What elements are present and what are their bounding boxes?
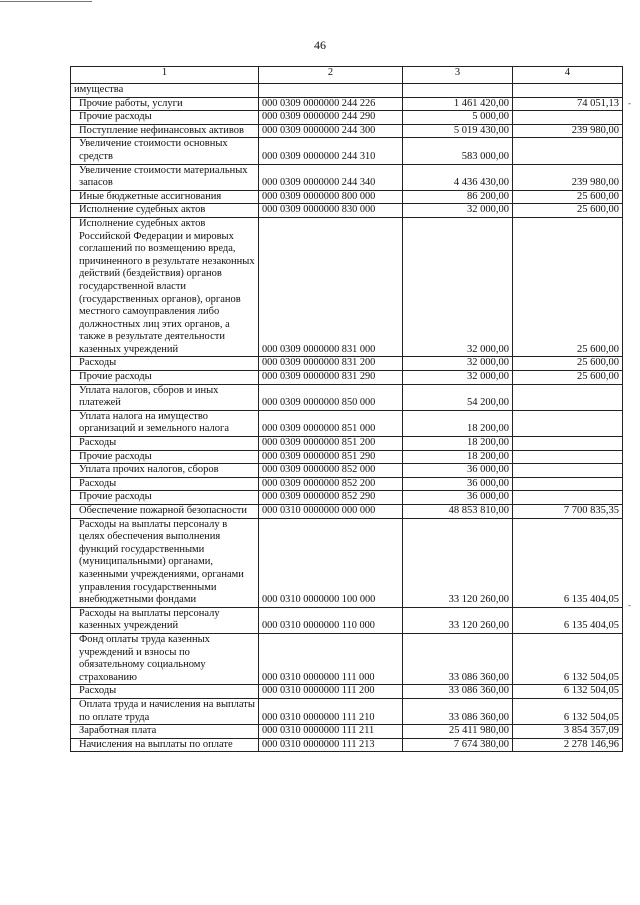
row-code-cell: 000 0309 0000000 852 290	[259, 491, 403, 505]
row-name-cell: Уплата прочих налогов, сборов	[71, 464, 259, 478]
row-plan-value-cell: 18 200,00	[403, 437, 513, 451]
row-executed-value-cell	[513, 410, 623, 436]
table-row	[71, 138, 623, 164]
row-code-cell	[259, 84, 403, 98]
row-executed-value-cell: 6 135 404,05	[513, 518, 623, 607]
row-code-cell: 000 0309 0000000 852 000	[259, 464, 403, 478]
row-plan-value-cell: 33 086 360,00	[403, 685, 513, 699]
row-executed-value-cell	[513, 84, 623, 98]
row-executed-value-cell: 6 135 404,05	[513, 607, 623, 633]
row-code-cell: 000 0309 0000000 244 300	[259, 124, 403, 138]
table-row	[71, 685, 623, 699]
row-executed-value-cell: 3 854 357,09	[513, 725, 623, 739]
row-code-cell: 000 0309 0000000 244 340	[259, 164, 403, 190]
table-row	[71, 371, 623, 385]
row-plan-value-cell: 5 019 430,00	[403, 124, 513, 138]
row-plan-value-cell: 32 000,00	[403, 204, 513, 218]
row-code-cell: 000 0309 0000000 244 290	[259, 111, 403, 125]
table-row	[71, 738, 623, 752]
row-executed-value-cell: 25 600,00	[513, 217, 623, 357]
row-executed-value-cell: 6 132 504,05	[513, 698, 623, 724]
row-executed-value-cell	[513, 477, 623, 491]
row-executed-value-cell	[513, 491, 623, 505]
table-row	[71, 204, 623, 218]
column-header: 3	[403, 67, 513, 84]
margin-mark: -	[628, 600, 631, 610]
row-executed-value-cell: 239 980,00	[513, 164, 623, 190]
row-executed-value-cell	[513, 138, 623, 164]
table-row	[71, 505, 623, 519]
table-row	[71, 477, 623, 491]
row-code-cell: 000 0309 0000000 851 000	[259, 410, 403, 436]
row-code-cell: 000 0309 0000000 831 290	[259, 371, 403, 385]
row-code-cell: 000 0309 0000000 851 290	[259, 450, 403, 464]
row-plan-value-cell: 1 461 420,00	[403, 97, 513, 111]
row-code-cell: 000 0309 0000000 244 226	[259, 97, 403, 111]
row-plan-value-cell: 5 000,00	[403, 111, 513, 125]
row-code-cell: 000 0309 0000000 800 000	[259, 190, 403, 204]
table-body	[71, 84, 623, 752]
row-executed-value-cell: 25 600,00	[513, 204, 623, 218]
row-name-cell: Увеличение стоимости материальных запасов	[71, 164, 259, 190]
row-name-cell: Прочие расходы	[71, 371, 259, 385]
row-plan-value-cell: 33 120 260,00	[403, 518, 513, 607]
row-name-cell: Расходы на выплаты персоналу в целях обеспечения выполнения функций государственными (муниципальными) органами, казенными учреждениями, органами управления государственными внебюджетными фондами	[71, 518, 259, 607]
row-code-cell: 000 0310 0000000 111 211	[259, 725, 403, 739]
table-row	[71, 518, 623, 607]
row-code-cell: 000 0309 0000000 830 000	[259, 204, 403, 218]
row-name-cell: Расходы на выплаты персоналу казенных учреждений	[71, 607, 259, 633]
row-code-cell: 000 0309 0000000 852 200	[259, 477, 403, 491]
row-code-cell: 000 0309 0000000 831 000	[259, 217, 403, 357]
table-row	[71, 164, 623, 190]
row-executed-value-cell	[513, 464, 623, 478]
row-name-cell: Расходы	[71, 685, 259, 699]
row-name-cell: Исполнение судебных актов Российской Федерации и мировых соглашений по возмещению вреда, причиненного в результате незаконных действий (бездействия) органов государственной власти (государственных органов), органов местного самоуправления либо должностных лиц этих органов, а также в результате деятельности казенных учреждений	[71, 217, 259, 357]
margin-mark: -	[628, 98, 631, 108]
row-name-cell: Обеспечение пожарной безопасности	[71, 505, 259, 519]
row-code-cell: 000 0310 0000000 111 000	[259, 633, 403, 684]
row-executed-value-cell: 239 980,00	[513, 124, 623, 138]
row-plan-value-cell: 48 853 810,00	[403, 505, 513, 519]
row-plan-value-cell: 7 674 380,00	[403, 738, 513, 752]
row-plan-value-cell: 18 200,00	[403, 450, 513, 464]
row-executed-value-cell: 25 600,00	[513, 357, 623, 371]
row-name-cell: Уплата налогов, сборов и иных платежей	[71, 384, 259, 410]
column-header: 1	[71, 67, 259, 84]
row-code-cell: 000 0310 0000000 111 213	[259, 738, 403, 752]
table-row	[71, 698, 623, 724]
row-executed-value-cell	[513, 450, 623, 464]
row-executed-value-cell: 7 700 835,35	[513, 505, 623, 519]
row-name-cell: Прочие работы, услуги	[71, 97, 259, 111]
row-plan-value-cell: 25 411 980,00	[403, 725, 513, 739]
row-executed-value-cell	[513, 384, 623, 410]
header-row	[71, 67, 623, 84]
table-row	[71, 410, 623, 436]
row-code-cell: 000 0309 0000000 851 200	[259, 437, 403, 451]
row-plan-value-cell: 18 200,00	[403, 410, 513, 436]
table-row	[71, 357, 623, 371]
row-name-cell: Исполнение судебных актов	[71, 204, 259, 218]
row-executed-value-cell: 6 132 504,05	[513, 633, 623, 684]
row-plan-value-cell: 54 200,00	[403, 384, 513, 410]
table-row	[71, 97, 623, 111]
row-executed-value-cell: 74 051,13	[513, 97, 623, 111]
row-plan-value-cell: 583 000,00	[403, 138, 513, 164]
table-row	[71, 725, 623, 739]
row-name-cell: Расходы	[71, 477, 259, 491]
page-number: 46	[314, 38, 326, 52]
row-executed-value-cell: 2 278 146,96	[513, 738, 623, 752]
table-row	[71, 190, 623, 204]
row-executed-value-cell: 25 600,00	[513, 190, 623, 204]
table-row	[71, 464, 623, 478]
table-row	[71, 111, 623, 125]
row-plan-value-cell: 32 000,00	[403, 371, 513, 385]
row-code-cell: 000 0310 0000000 100 000	[259, 518, 403, 607]
row-plan-value-cell: 4 436 430,00	[403, 164, 513, 190]
row-plan-value-cell: 33 086 360,00	[403, 698, 513, 724]
table-row	[71, 450, 623, 464]
row-plan-value-cell: 36 000,00	[403, 464, 513, 478]
row-plan-value-cell: 33 120 260,00	[403, 607, 513, 633]
row-name-cell: Расходы	[71, 357, 259, 371]
row-name-cell: имущества	[71, 84, 259, 98]
row-executed-value-cell: 6 132 504,05	[513, 685, 623, 699]
row-executed-value-cell: 25 600,00	[513, 371, 623, 385]
table-row	[71, 633, 623, 684]
row-plan-value-cell: 32 000,00	[403, 217, 513, 357]
table-row	[71, 217, 623, 357]
row-name-cell: Расходы	[71, 437, 259, 451]
row-name-cell: Прочие расходы	[71, 111, 259, 125]
row-name-cell: Прочие расходы	[71, 450, 259, 464]
row-name-cell: Фонд оплаты труда казенных учреждений и взносы по обязательному социальному страхованию	[71, 633, 259, 684]
row-name-cell: Поступление нефинансовых активов	[71, 124, 259, 138]
row-code-cell: 000 0310 0000000 111 210	[259, 698, 403, 724]
table-row	[71, 437, 623, 451]
row-code-cell: 000 0310 0000000 000 000	[259, 505, 403, 519]
row-plan-value-cell: 36 000,00	[403, 491, 513, 505]
row-plan-value-cell	[403, 84, 513, 98]
row-plan-value-cell: 32 000,00	[403, 357, 513, 371]
table-row	[71, 491, 623, 505]
budget-table	[70, 66, 623, 752]
column-header: 2	[259, 67, 403, 84]
table-row	[71, 124, 623, 138]
row-code-cell: 000 0309 0000000 244 310	[259, 138, 403, 164]
row-code-cell: 000 0310 0000000 111 200	[259, 685, 403, 699]
top-scan-line	[0, 1, 92, 2]
table-row	[71, 607, 623, 633]
row-plan-value-cell: 36 000,00	[403, 477, 513, 491]
column-header: 4	[513, 67, 623, 84]
row-code-cell: 000 0309 0000000 850 000	[259, 384, 403, 410]
row-plan-value-cell: 33 086 360,00	[403, 633, 513, 684]
row-name-cell: Оплата труда и начисления на выплаты по оплате труда	[71, 698, 259, 724]
row-executed-value-cell	[513, 111, 623, 125]
row-name-cell: Уплата налога на имущество организаций и земельного налога	[71, 410, 259, 436]
row-name-cell: Увеличение стоимости основных средств	[71, 138, 259, 164]
row-name-cell: Иные бюджетные ассигнования	[71, 190, 259, 204]
row-code-cell: 000 0309 0000000 831 200	[259, 357, 403, 371]
row-plan-value-cell: 86 200,00	[403, 190, 513, 204]
row-name-cell: Начисления на выплаты по оплате	[71, 738, 259, 752]
row-executed-value-cell	[513, 437, 623, 451]
row-name-cell: Заработная плата	[71, 725, 259, 739]
row-code-cell: 000 0310 0000000 110 000	[259, 607, 403, 633]
row-name-cell: Прочие расходы	[71, 491, 259, 505]
table-row	[71, 84, 623, 98]
table-row	[71, 384, 623, 410]
